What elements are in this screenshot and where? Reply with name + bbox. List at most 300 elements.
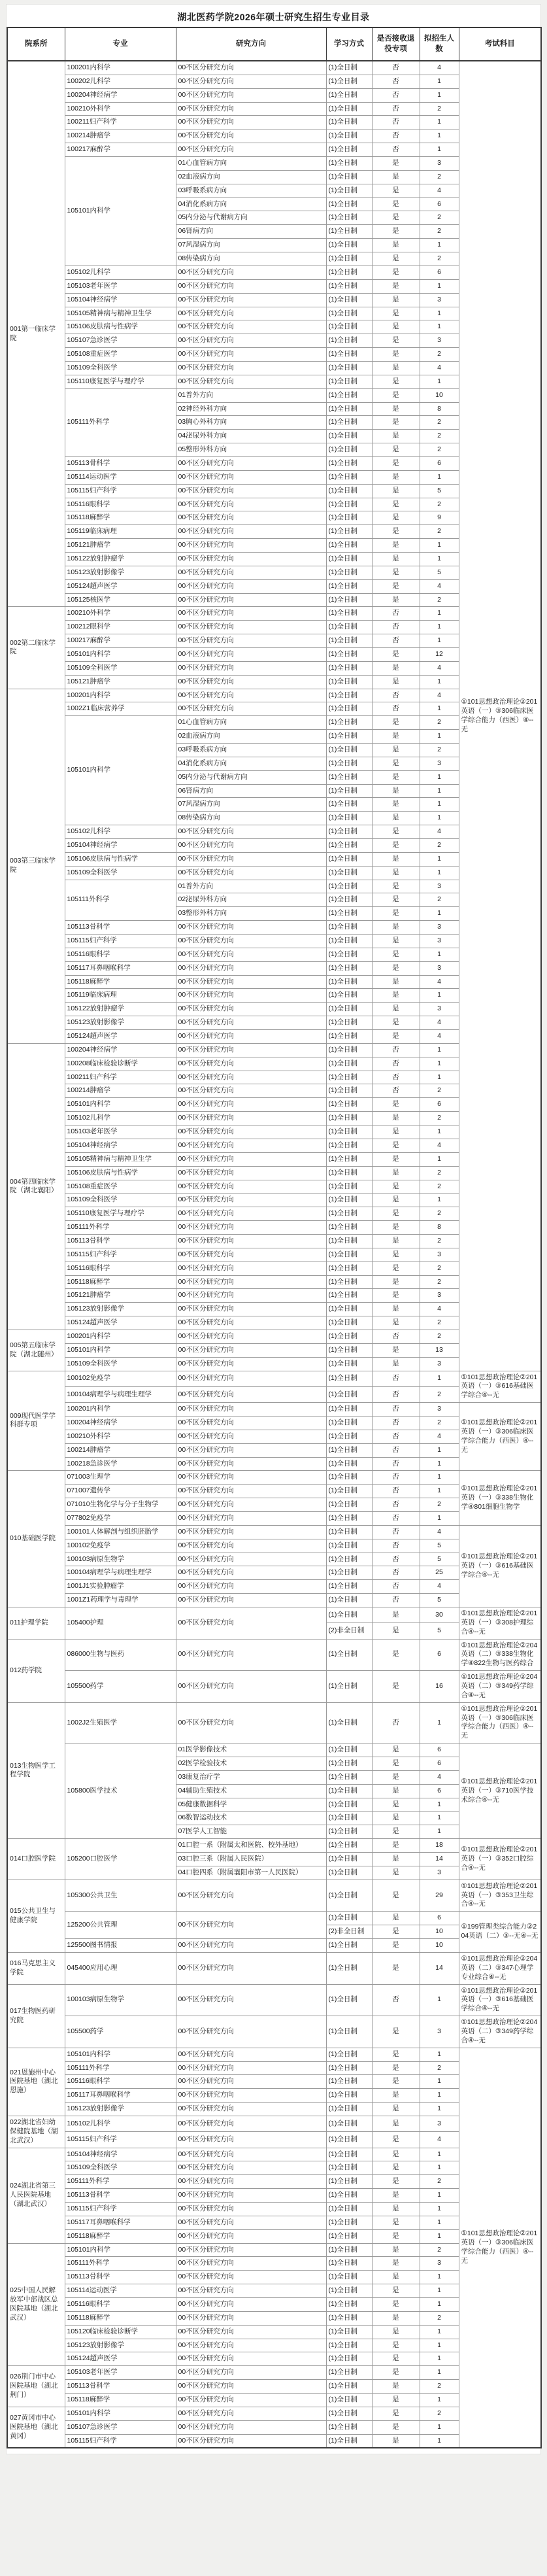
major-cell: 105116眼科学 bbox=[65, 2297, 176, 2311]
major-cell: 105107急诊医学 bbox=[65, 334, 176, 348]
study-mode-cell: (1)全日制 bbox=[326, 1743, 372, 1757]
dept-cell: 002第二临床学院 bbox=[7, 607, 65, 689]
major-cell: 105101内科学 bbox=[65, 2048, 176, 2061]
major-cell: 100201内科学 bbox=[65, 689, 176, 702]
study-mode-cell: (1)全日制 bbox=[326, 375, 372, 388]
major-cell: 100103病原生物学 bbox=[65, 1984, 176, 2016]
direction-cell: 06肾病方向 bbox=[176, 225, 326, 239]
veteran-cell: 否 bbox=[372, 1443, 420, 1457]
direction-cell: 00不区分研究方向 bbox=[176, 2243, 326, 2257]
direction-cell: 00不区分研究方向 bbox=[176, 1594, 326, 1607]
exam-cell: ①101思想政治理论②201英语（一）③616基础医学综合④--无 bbox=[459, 1525, 541, 1607]
direction-cell: 00不区分研究方向 bbox=[176, 1248, 326, 1262]
study-mode-cell: (1)全日制 bbox=[326, 1498, 372, 1512]
veteran-cell: 是 bbox=[372, 184, 420, 197]
direction-cell: 00不区分研究方向 bbox=[176, 621, 326, 634]
quota-cell: 3 bbox=[420, 757, 459, 770]
quota-cell: 1 bbox=[420, 2089, 459, 2103]
quota-cell: 1 bbox=[420, 948, 459, 961]
direction-cell: 00不区分研究方向 bbox=[176, 675, 326, 689]
study-mode-cell: (1)全日制 bbox=[326, 2394, 372, 2407]
major-cell: 100212眼科学 bbox=[65, 621, 176, 634]
study-mode-cell: (1)全日制 bbox=[326, 1511, 372, 1525]
quota-cell: 18 bbox=[420, 1839, 459, 1853]
quota-cell: 1 bbox=[420, 2202, 459, 2216]
direction-cell: 05健康数据科学 bbox=[176, 1798, 326, 1812]
veteran-cell: 是 bbox=[372, 456, 420, 470]
study-mode-cell: (1)全日制 bbox=[326, 2434, 372, 2448]
veteran-cell: 是 bbox=[372, 866, 420, 880]
direction-cell: 00不区分研究方向 bbox=[176, 1152, 326, 1166]
veteran-cell: 否 bbox=[372, 689, 420, 702]
quota-cell: 1 bbox=[420, 1984, 459, 2016]
major-cell: 105105精神病与精神卫生学 bbox=[65, 1152, 176, 1166]
quota-cell: 1 bbox=[420, 1812, 459, 1825]
major-cell: 105124超声医学 bbox=[65, 2352, 176, 2366]
quota-cell: 29 bbox=[420, 1880, 459, 1912]
major-cell: 105115妇产科学 bbox=[65, 1248, 176, 1262]
quota-cell: 1 bbox=[420, 812, 459, 825]
study-mode-cell: (1)全日制 bbox=[326, 1152, 372, 1166]
major-cell: 105125核医学 bbox=[65, 593, 176, 607]
major-cell: 1001Z1药理学与毒理学 bbox=[65, 1594, 176, 1607]
veteran-cell: 是 bbox=[372, 430, 420, 443]
table-row bbox=[7, 1839, 541, 1853]
direction-cell: 00不区分研究方向 bbox=[176, 75, 326, 88]
direction-cell: 00不区分研究方向 bbox=[176, 2202, 326, 2216]
major-cell: 105102儿科学 bbox=[65, 266, 176, 279]
quota-cell: 1 bbox=[420, 2366, 459, 2380]
quota-cell: 2 bbox=[420, 2407, 459, 2420]
header-row bbox=[7, 27, 541, 61]
quota-cell: 1 bbox=[420, 307, 459, 320]
veteran-cell: 是 bbox=[372, 1262, 420, 1275]
table-header bbox=[7, 27, 541, 61]
study-mode-cell: (1)全日制 bbox=[326, 1471, 372, 1485]
quota-cell: 4 bbox=[420, 1016, 459, 1030]
column-header-3: 学习方式 bbox=[326, 27, 372, 61]
quota-cell: 2 bbox=[420, 443, 459, 457]
quota-cell: 6 bbox=[420, 1912, 459, 1925]
column-header-0: 院系所 bbox=[7, 27, 65, 61]
study-mode-cell: (1)全日制 bbox=[326, 2089, 372, 2103]
quota-cell: 16 bbox=[420, 1671, 459, 1703]
direction-cell: 00不区分研究方向 bbox=[176, 1194, 326, 1207]
veteran-cell: 是 bbox=[372, 2016, 420, 2048]
quota-cell: 2 bbox=[420, 1166, 459, 1180]
veteran-cell: 是 bbox=[372, 1275, 420, 1289]
quota-cell: 8 bbox=[420, 402, 459, 416]
veteran-cell: 否 bbox=[372, 1485, 420, 1498]
quota-cell: 4 bbox=[420, 2132, 459, 2148]
veteran-cell: 否 bbox=[372, 1403, 420, 1417]
column-header-5: 拟招生人数 bbox=[420, 27, 459, 61]
major-cell: 100218急诊医学 bbox=[65, 1457, 176, 1471]
direction-cell: 00不区分研究方向 bbox=[176, 1003, 326, 1016]
study-mode-cell: (1)全日制 bbox=[326, 1316, 372, 1330]
study-mode-cell: (1)全日制 bbox=[326, 2189, 372, 2203]
major-cell: 105300公共卫生 bbox=[65, 1880, 176, 1912]
study-mode-cell: (1)全日制 bbox=[326, 197, 372, 211]
direction-cell: 00不区分研究方向 bbox=[176, 1043, 326, 1057]
study-mode-cell: (1)全日制 bbox=[326, 143, 372, 157]
veteran-cell: 是 bbox=[372, 798, 420, 812]
quota-cell: 13 bbox=[420, 1343, 459, 1357]
direction-cell: 07风湿病方向 bbox=[176, 239, 326, 252]
veteran-cell: 是 bbox=[372, 484, 420, 498]
major-cell: 125500图书情报 bbox=[65, 1939, 176, 1953]
study-mode-cell: (1)全日制 bbox=[326, 443, 372, 457]
quota-cell: 2 bbox=[420, 716, 459, 730]
major-cell: 100217麻醉学 bbox=[65, 634, 176, 648]
veteran-cell: 是 bbox=[372, 2325, 420, 2339]
major-cell: 105500药学 bbox=[65, 2016, 176, 2048]
direction-cell: 00不区分研究方向 bbox=[176, 2216, 326, 2229]
quota-cell: 1 bbox=[420, 239, 459, 252]
direction-cell: 04辅助生殖技术 bbox=[176, 1784, 326, 1798]
major-cell: 105111外科学 bbox=[65, 1221, 176, 1235]
veteran-cell: 否 bbox=[372, 702, 420, 716]
veteran-cell: 是 bbox=[372, 1030, 420, 1044]
study-mode-cell: (1)全日制 bbox=[326, 1139, 372, 1152]
direction-cell: 00不区分研究方向 bbox=[176, 2175, 326, 2189]
quota-cell: 1 bbox=[420, 2434, 459, 2448]
quota-cell: 1 bbox=[420, 2148, 459, 2161]
study-mode-cell: (1)全日制 bbox=[326, 388, 372, 402]
quota-cell: 1 bbox=[420, 279, 459, 293]
veteran-cell: 是 bbox=[372, 266, 420, 279]
study-mode-cell: (1)全日制 bbox=[326, 2075, 372, 2089]
direction-cell: 00不区分研究方向 bbox=[176, 1357, 326, 1371]
veteran-cell: 是 bbox=[372, 539, 420, 553]
column-header-2: 研究方向 bbox=[176, 27, 326, 61]
study-mode-cell: (1)全日制 bbox=[326, 948, 372, 961]
study-mode-cell: (1)全日制 bbox=[326, 552, 372, 566]
quota-cell: 6 bbox=[420, 1098, 459, 1112]
veteran-cell: 是 bbox=[372, 961, 420, 975]
direction-cell: 01医学影像技术 bbox=[176, 1743, 326, 1757]
study-mode-cell: (1)全日制 bbox=[326, 1303, 372, 1316]
veteran-cell: 是 bbox=[372, 279, 420, 293]
quota-cell: 2 bbox=[420, 430, 459, 443]
quota-cell: 1 bbox=[420, 2352, 459, 2366]
direction-cell: 04口腔四系（附属襄阳市第一人民医院） bbox=[176, 1866, 326, 1880]
study-mode-cell: (1)全日制 bbox=[326, 1003, 372, 1016]
veteran-cell: 是 bbox=[372, 2271, 420, 2284]
study-mode-cell: (1)全日制 bbox=[326, 61, 372, 75]
study-mode-cell: (1)全日制 bbox=[326, 75, 372, 88]
table-row bbox=[7, 1525, 541, 1539]
study-mode-cell: (1)全日制 bbox=[326, 784, 372, 798]
direction-cell: 00不区分研究方向 bbox=[176, 1539, 326, 1553]
major-cell: 105113骨科学 bbox=[65, 921, 176, 935]
exam-cell: ①101思想政治理论②201英语（一）③616基础医学综合④--无 bbox=[459, 1371, 541, 1403]
major-cell: 105104神经病学 bbox=[65, 1139, 176, 1152]
quota-cell: 3 bbox=[420, 1289, 459, 1303]
study-mode-cell: (1)全日制 bbox=[326, 102, 372, 116]
quota-cell: 1 bbox=[420, 2297, 459, 2311]
direction-cell: 00不区分研究方向 bbox=[176, 1262, 326, 1275]
study-mode-cell: (1)全日制 bbox=[326, 88, 372, 102]
quota-cell: 6 bbox=[420, 1639, 459, 1671]
major-cell: 105111外科学 bbox=[65, 880, 176, 921]
study-mode-cell: (1)全日制 bbox=[326, 1234, 372, 1248]
veteran-cell: 否 bbox=[372, 1330, 420, 1343]
direction-cell: 00不区分研究方向 bbox=[176, 2394, 326, 2407]
direction-cell: 00不区分研究方向 bbox=[176, 511, 326, 525]
study-mode-cell: (1)全日制 bbox=[326, 211, 372, 225]
direction-cell: 00不区分研究方向 bbox=[176, 88, 326, 102]
direction-cell: 00不区分研究方向 bbox=[176, 2434, 326, 2448]
direction-cell: 00不区分研究方向 bbox=[176, 1207, 326, 1221]
direction-cell: 00不区分研究方向 bbox=[176, 1416, 326, 1430]
major-cell: 105118麻醉学 bbox=[65, 975, 176, 989]
quota-cell: 1 bbox=[420, 634, 459, 648]
study-mode-cell: (1)全日制 bbox=[326, 716, 372, 730]
major-cell: 077802免疫学 bbox=[65, 1511, 176, 1525]
study-mode-cell: (1)全日制 bbox=[326, 744, 372, 757]
direction-cell: 01口腔一系（附属太和医院、校外基地） bbox=[176, 1839, 326, 1853]
veteran-cell: 否 bbox=[372, 1416, 420, 1430]
study-mode-cell: (1)全日制 bbox=[326, 402, 372, 416]
direction-cell: 00不区分研究方向 bbox=[176, 1330, 326, 1343]
major-cell: 105103老年医学 bbox=[65, 2366, 176, 2380]
study-mode-cell: (1)全日制 bbox=[326, 893, 372, 907]
study-mode-cell: (1)全日制 bbox=[326, 184, 372, 197]
veteran-cell: 是 bbox=[372, 1289, 420, 1303]
quota-cell: 2 bbox=[420, 1234, 459, 1248]
major-cell: 105102儿科学 bbox=[65, 825, 176, 839]
veteran-cell: 否 bbox=[372, 1430, 420, 1443]
direction-cell: 00不区分研究方向 bbox=[176, 2148, 326, 2161]
direction-cell: 00不区分研究方向 bbox=[176, 1566, 326, 1580]
direction-cell: 03呼吸系病方向 bbox=[176, 744, 326, 757]
quota-cell: 1 bbox=[420, 2229, 459, 2243]
quota-cell: 2 bbox=[420, 2061, 459, 2075]
study-mode-cell: (1)全日制 bbox=[326, 1812, 372, 1825]
direction-cell: 00不区分研究方向 bbox=[176, 1386, 326, 1402]
veteran-cell: 是 bbox=[372, 975, 420, 989]
direction-cell: 00不区分研究方向 bbox=[176, 1112, 326, 1125]
table-row bbox=[7, 1371, 541, 1386]
direction-cell: 00不区分研究方向 bbox=[176, 1275, 326, 1289]
quota-cell: 6 bbox=[420, 266, 459, 279]
quota-cell: 3 bbox=[420, 921, 459, 935]
quota-cell: 4 bbox=[420, 184, 459, 197]
quota-cell: 30 bbox=[420, 1607, 459, 1623]
quota-cell: 5 bbox=[420, 484, 459, 498]
veteran-cell: 是 bbox=[372, 361, 420, 375]
veteran-cell: 是 bbox=[372, 1003, 420, 1016]
veteran-cell: 是 bbox=[372, 2366, 420, 2380]
veteran-cell: 是 bbox=[372, 1812, 420, 1825]
veteran-cell: 否 bbox=[372, 1371, 420, 1386]
quota-cell: 1 bbox=[420, 2284, 459, 2298]
quota-cell: 6 bbox=[420, 1757, 459, 1771]
veteran-cell: 是 bbox=[372, 2075, 420, 2089]
quota-cell: 4 bbox=[420, 61, 459, 75]
veteran-cell: 是 bbox=[372, 661, 420, 675]
direction-cell: 00不区分研究方向 bbox=[176, 320, 326, 334]
veteran-cell: 否 bbox=[372, 607, 420, 621]
veteran-cell: 是 bbox=[372, 388, 420, 402]
direction-cell: 00不区分研究方向 bbox=[176, 2257, 326, 2271]
direction-cell: 00不区分研究方向 bbox=[176, 143, 326, 157]
major-cell: 105122放射肿瘤学 bbox=[65, 552, 176, 566]
major-cell: 105111外科学 bbox=[65, 2175, 176, 2189]
major-cell: 100210外科学 bbox=[65, 1430, 176, 1443]
veteran-cell: 是 bbox=[372, 716, 420, 730]
direction-cell: 00不区分研究方向 bbox=[176, 1952, 326, 1984]
veteran-cell: 是 bbox=[372, 2243, 420, 2257]
quota-cell: 1 bbox=[420, 1371, 459, 1386]
direction-cell: 00不区分研究方向 bbox=[176, 1057, 326, 1071]
major-cell: 105110康复医学与理疗学 bbox=[65, 1207, 176, 1221]
direction-cell: 01心血管病方向 bbox=[176, 716, 326, 730]
major-cell: 071003生理学 bbox=[65, 1471, 176, 1485]
study-mode-cell: (1)全日制 bbox=[326, 1553, 372, 1566]
direction-cell: 00不区分研究方向 bbox=[176, 307, 326, 320]
direction-cell: 00不区分研究方向 bbox=[176, 2366, 326, 2380]
quota-cell: 4 bbox=[420, 661, 459, 675]
dept-cell: 009现代医学学科群专项 bbox=[7, 1371, 65, 1471]
direction-cell: 00不区分研究方向 bbox=[176, 852, 326, 866]
direction-cell: 00不区分研究方向 bbox=[176, 2420, 326, 2434]
veteran-cell: 否 bbox=[372, 1553, 420, 1566]
dept-cell: 021恩施州中心医院基地（湖北恩施） bbox=[7, 2048, 65, 2116]
veteran-cell: 是 bbox=[372, 498, 420, 511]
dept-cell: 001第一临床学院 bbox=[7, 61, 65, 607]
direction-cell: 00不区分研究方向 bbox=[176, 1016, 326, 1030]
quota-cell: 1 bbox=[420, 2161, 459, 2175]
veteran-cell: 否 bbox=[372, 1084, 420, 1098]
quota-cell: 1 bbox=[420, 375, 459, 388]
major-cell: 105107急诊医学 bbox=[65, 2420, 176, 2434]
quota-cell: 1 bbox=[420, 1798, 459, 1812]
direction-cell: 00不区分研究方向 bbox=[176, 1221, 326, 1235]
study-mode-cell: (1)全日制 bbox=[326, 2420, 372, 2434]
study-mode-cell: (1)全日制 bbox=[326, 2243, 372, 2257]
direction-cell: 00不区分研究方向 bbox=[176, 2380, 326, 2394]
major-cell: 105119临床病理 bbox=[65, 525, 176, 539]
quota-cell: 1 bbox=[420, 1057, 459, 1071]
direction-cell: 00不区分研究方向 bbox=[176, 1084, 326, 1098]
veteran-cell: 是 bbox=[372, 293, 420, 307]
veteran-cell: 是 bbox=[372, 2352, 420, 2366]
study-mode-cell: (1)全日制 bbox=[326, 921, 372, 935]
veteran-cell: 是 bbox=[372, 1234, 420, 1248]
veteran-cell: 是 bbox=[372, 948, 420, 961]
major-cell: 105115妇产科学 bbox=[65, 935, 176, 948]
quota-cell: 2 bbox=[420, 252, 459, 266]
veteran-cell: 是 bbox=[372, 1180, 420, 1194]
study-mode-cell: (1)全日制 bbox=[326, 1125, 372, 1139]
direction-cell: 00不区分研究方向 bbox=[176, 539, 326, 553]
veteran-cell: 是 bbox=[372, 1880, 420, 1912]
study-mode-cell: (1)全日制 bbox=[326, 157, 372, 171]
exam-cell: ①101思想政治理论②201英语（一）③353卫生综合④--无 bbox=[459, 1880, 541, 1912]
direction-cell: 00不区分研究方向 bbox=[176, 2075, 326, 2089]
quota-cell: 3 bbox=[420, 880, 459, 893]
major-cell: 105118麻醉学 bbox=[65, 511, 176, 525]
quota-cell: 2 bbox=[420, 1275, 459, 1289]
quota-cell: 1 bbox=[420, 75, 459, 88]
major-cell: 105116眼科学 bbox=[65, 2075, 176, 2089]
direction-cell: 00不区分研究方向 bbox=[176, 579, 326, 593]
veteran-cell: 是 bbox=[372, 2434, 420, 2448]
major-cell: 105117耳鼻咽喉科学 bbox=[65, 2216, 176, 2229]
veteran-cell: 是 bbox=[372, 744, 420, 757]
major-cell: 105124超声医学 bbox=[65, 1316, 176, 1330]
major-cell: 100201内科学 bbox=[65, 61, 176, 75]
study-mode-cell: (1)全日制 bbox=[326, 361, 372, 375]
study-mode-cell: (1)全日制 bbox=[326, 2103, 372, 2116]
study-mode-cell: (1)全日制 bbox=[326, 2048, 372, 2061]
veteran-cell: 否 bbox=[372, 1386, 420, 1402]
veteran-cell: 是 bbox=[372, 989, 420, 1003]
study-mode-cell: (1)全日制 bbox=[326, 798, 372, 812]
direction-cell: 00不区分研究方向 bbox=[176, 607, 326, 621]
direction-cell: 00不区分研究方向 bbox=[176, 2352, 326, 2366]
veteran-cell: 是 bbox=[372, 1152, 420, 1166]
quota-cell: 1 bbox=[420, 2394, 459, 2407]
quota-cell: 9 bbox=[420, 511, 459, 525]
study-mode-cell: (1)全日制 bbox=[326, 470, 372, 484]
direction-cell: 01普外方向 bbox=[176, 388, 326, 402]
study-mode-cell: (1)全日制 bbox=[326, 634, 372, 648]
major-cell: 100217麻醉学 bbox=[65, 143, 176, 157]
veteran-cell: 是 bbox=[372, 1098, 420, 1112]
quota-cell: 1 bbox=[420, 1511, 459, 1525]
direction-cell: 00不区分研究方向 bbox=[176, 825, 326, 839]
study-mode-cell: (1)全日制 bbox=[326, 225, 372, 239]
major-cell: 100104病理学与病理生理学 bbox=[65, 1386, 176, 1402]
direction-cell: 00不区分研究方向 bbox=[176, 1430, 326, 1443]
study-mode-cell: (1)全日制 bbox=[326, 1485, 372, 1498]
direction-cell: 00不区分研究方向 bbox=[176, 2271, 326, 2284]
quota-cell: 2 bbox=[420, 1386, 459, 1402]
quota-cell: 3 bbox=[420, 2016, 459, 2048]
study-mode-cell: (1)全日制 bbox=[326, 2271, 372, 2284]
study-mode-cell: (1)全日制 bbox=[326, 456, 372, 470]
direction-cell: 00不区分研究方向 bbox=[176, 1607, 326, 1640]
study-mode-cell: (1)全日制 bbox=[326, 1607, 372, 1623]
veteran-cell: 是 bbox=[372, 1770, 420, 1784]
quota-cell: 14 bbox=[420, 1853, 459, 1866]
quota-cell: 1 bbox=[420, 1125, 459, 1139]
major-cell: 105101内科学 bbox=[65, 2243, 176, 2257]
study-mode-cell: (1)全日制 bbox=[326, 1357, 372, 1371]
quota-cell: 1 bbox=[420, 621, 459, 634]
major-cell: 105121肿瘤学 bbox=[65, 1289, 176, 1303]
quota-cell: 2 bbox=[420, 593, 459, 607]
direction-cell: 00不区分研究方向 bbox=[176, 1511, 326, 1525]
quota-cell: 1 bbox=[420, 1471, 459, 1485]
dept-cell: 015公共卫生与健康学院 bbox=[7, 1880, 65, 1952]
dept-cell: 011护理学院 bbox=[7, 1607, 65, 1640]
study-mode-cell: (1)全日制 bbox=[326, 1262, 372, 1275]
major-cell: 100102免疫学 bbox=[65, 1371, 176, 1386]
table-row bbox=[7, 2016, 541, 2048]
study-mode-cell: (1)全日制 bbox=[326, 1952, 372, 1984]
direction-cell: 00不区分研究方向 bbox=[176, 2311, 326, 2325]
study-mode-cell: (1)全日制 bbox=[326, 1825, 372, 1839]
veteran-cell: 否 bbox=[372, 1071, 420, 1084]
veteran-cell: 是 bbox=[372, 252, 420, 266]
quota-cell: 6 bbox=[420, 197, 459, 211]
quota-cell: 4 bbox=[420, 975, 459, 989]
study-mode-cell: (1)全日制 bbox=[326, 1639, 372, 1671]
